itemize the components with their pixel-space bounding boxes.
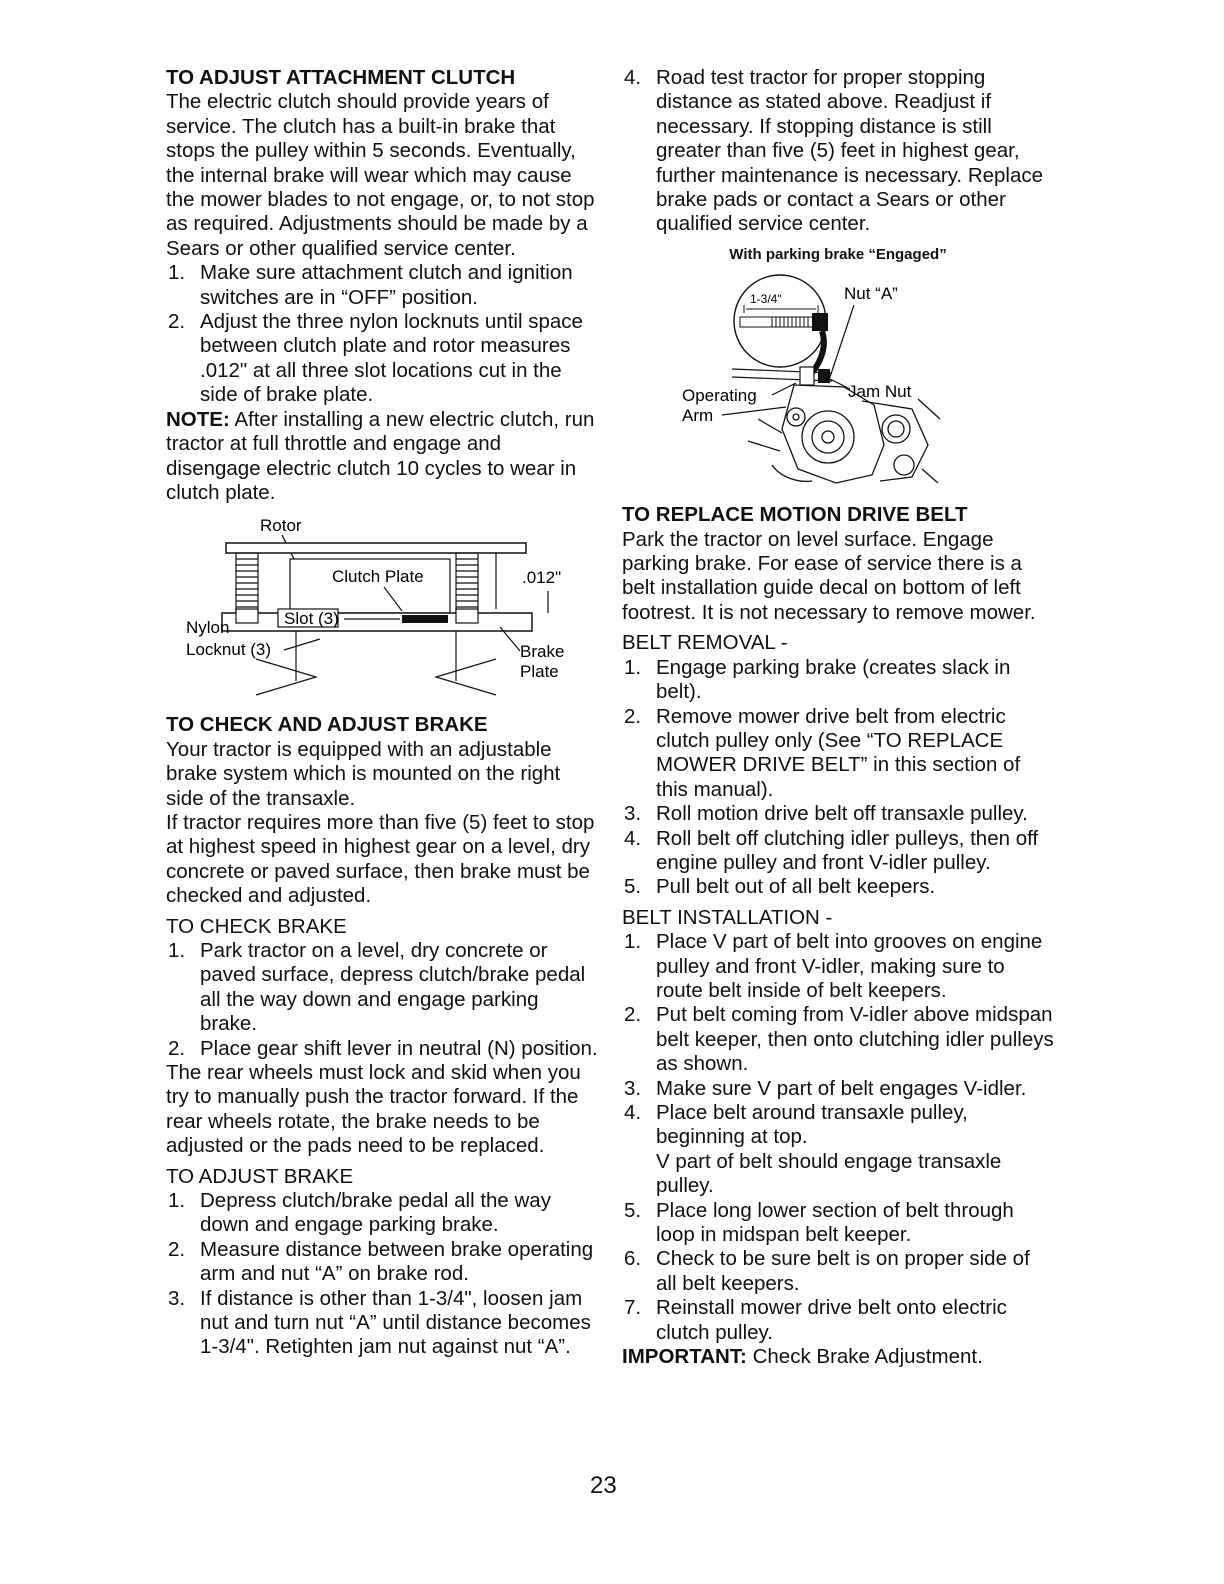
list-item xyxy=(622,875,1054,899)
label-rotor: Rotor xyxy=(260,516,302,536)
left-column xyxy=(166,66,598,1360)
attachment-clutch-intro: The electric clutch should provide years of service. The clutch has a built-in brake that stops the pulley within 5 seconds. Eventually, the internal brake will wear which may cause the mower blades to not engage, or, to not stop as required. Adjustments should be made by a Sears or other qualified service center. xyxy=(166,90,595,260)
list-item xyxy=(166,1287,598,1360)
label-jam-nut: Jam Nut xyxy=(848,382,912,402)
brake-intro-2: If tractor requires more than five (5) feet to stop at highest speed in highest gear on a level, dry concrete or paved surface, then brake must be checked and adjusted. xyxy=(166,810,595,908)
step-number: 2. xyxy=(168,310,186,334)
step-number: 3. xyxy=(168,1286,186,1310)
step-number: 5. xyxy=(624,1198,642,1222)
list-item xyxy=(166,1189,598,1238)
step-text: Measure distance between brake operating arm and nut “A” on brake rod. xyxy=(200,1237,594,1286)
step-text: Place belt around transaxle pulley, beginning at top. xyxy=(656,1101,968,1149)
list-item xyxy=(622,802,1054,826)
list-item xyxy=(622,1101,1054,1199)
brake-figure-caption: With parking brake “Engaged” xyxy=(729,245,947,263)
list-item xyxy=(166,1238,598,1287)
rear-wheels-text: The rear wheels must lock and skid when you try to manually push the tractor forward. If the rear wheels rotate, the brake needs to be adjusted or the pads need to be replaced. xyxy=(166,1061,581,1158)
step-number: 4. xyxy=(624,1101,642,1124)
list-item xyxy=(622,1296,1054,1345)
step-text: If distance is other than 1-3/4", loosen jam nut and turn nut “A” until distance becomes 1-3/4". Retighten jam nut against nut “A”. xyxy=(200,1286,591,1359)
step-text: Remove mower drive belt from electric clutch pulley only (See “TO REPLACE MOWER DRIVE BELT” in this section of this manual). xyxy=(656,704,1021,801)
step-number: 2. xyxy=(168,1036,186,1060)
important-text: Check Brake Adjustment. xyxy=(752,1345,983,1369)
step-number: 7. xyxy=(624,1296,642,1320)
step-text: Place long lower section of belt through loop in midspan belt keeper. xyxy=(656,1198,1014,1247)
note-text: After installing a new electric clutch, run tractor at full throttle and engage and disengage electric clutch 10 cycles to wear in clutch plate. xyxy=(166,407,595,504)
brake-heading: TO CHECK AND ADJUST BRAKE xyxy=(166,713,488,737)
clutch-note xyxy=(166,408,598,506)
step-number: 4. xyxy=(624,66,642,89)
label-locknut: Locknut (3) xyxy=(186,640,272,660)
step-number: 1. xyxy=(168,1189,186,1213)
list-item xyxy=(622,1247,1054,1296)
spring-left xyxy=(236,553,258,613)
step-text: Put belt coming from V-idler above midspan belt keeper, then onto clutching idler pulleys as shown. xyxy=(656,1003,1054,1076)
step-text: Check to be sure belt is on proper side of all belt keepers. xyxy=(656,1247,1030,1295)
step-extra-text: V part of belt should engage transaxle pulley. xyxy=(656,1149,1002,1198)
label-brake: Brake xyxy=(520,642,565,662)
step-number: 2. xyxy=(168,1237,186,1261)
label-dimension: 1-3/4" xyxy=(750,292,782,307)
attachment-clutch-heading: TO ADJUST ATTACHMENT CLUTCH xyxy=(166,66,516,89)
step-text: Roll belt off clutching idler pulleys, then off engine pulley and front V-idler pulley. xyxy=(656,826,1039,874)
step-text: Make sure attachment clutch and ignition switches are in “OFF” position. xyxy=(200,261,573,309)
step-text: Place gear shift lever in neutral (N) position. xyxy=(200,1036,598,1060)
step-text: Roll motion drive belt off transaxle pulley. xyxy=(656,802,1028,826)
step-text: Engage parking brake (creates slack in belt). xyxy=(656,655,1011,704)
label-nylon: Nylon xyxy=(186,618,230,638)
step-number: 3. xyxy=(624,802,642,826)
clutch-diagram xyxy=(166,509,598,699)
step-number: 2. xyxy=(624,1003,642,1027)
step-text: Depress clutch/brake pedal all the way down and engage parking brake. xyxy=(200,1189,551,1237)
label-operating: Operating xyxy=(682,386,757,406)
list-item xyxy=(166,1037,598,1061)
step-number: 4. xyxy=(624,826,642,850)
list-item xyxy=(622,930,1054,1003)
label-clutch-plate: Clutch Plate xyxy=(332,567,424,587)
list-item xyxy=(166,261,598,310)
list-item xyxy=(622,656,1054,705)
step-number: 2. xyxy=(624,704,642,728)
step-number: 1. xyxy=(624,655,642,679)
belt-installation-title: BELT INSTALLATION - xyxy=(622,905,833,929)
belt-removal-title: BELT REMOVAL - xyxy=(622,631,788,655)
list-item xyxy=(622,1003,1054,1076)
step-number: 5. xyxy=(624,875,642,899)
list-item xyxy=(166,939,598,1037)
step-text: Make sure V part of belt engages V-idler. xyxy=(656,1076,1027,1100)
step-number: 3. xyxy=(624,1076,642,1100)
page-number: 23 xyxy=(590,1472,617,1499)
step-text: Park tractor on a level, dry concrete or paved surface, depress clutch/brake pedal all the way down and engage parking brake. xyxy=(200,938,586,1036)
label-nut-a: Nut “A” xyxy=(844,284,898,304)
motion-belt-intro: Park the tractor on level surface. Engage parking brake. For ease of service there is a belt installation guide decal on bottom of left footrest. It is not necessary to remove mower. xyxy=(622,527,1036,624)
right-column xyxy=(622,66,1054,1369)
motion-belt-heading: TO REPLACE MOTION DRIVE BELT xyxy=(622,503,968,527)
list-item xyxy=(622,705,1054,803)
important-note xyxy=(622,1345,1054,1369)
check-brake-title: TO CHECK BRAKE xyxy=(166,914,347,938)
brake-intro: Your tractor is equipped with an adjustable brake system which is mounted on the right side of the transaxle. xyxy=(166,737,561,810)
brake-linkage-diagram xyxy=(622,269,1054,497)
step-text: Place V part of belt into grooves on engine pulley and front V-idler, making sure to route belt inside of belt keepers. xyxy=(656,930,1043,1002)
adjust-brake-title: TO ADJUST BRAKE xyxy=(166,1164,354,1188)
step-text: Adjust the three nylon locknuts until space between clutch plate and rotor measures .012" at all three slot locations cut in the side of brake plate. xyxy=(200,310,583,407)
step-text: Pull belt out of all belt keepers. xyxy=(656,875,936,899)
list-item xyxy=(622,1077,1054,1101)
label-arm: Arm xyxy=(682,406,714,426)
label-plate: Plate xyxy=(520,662,559,682)
list-item xyxy=(622,66,1054,237)
step-number: 6. xyxy=(624,1247,642,1271)
label-slot: Slot (3) xyxy=(284,609,339,629)
list-item xyxy=(166,310,598,408)
list-item xyxy=(622,827,1054,876)
step-number: 1. xyxy=(168,938,186,962)
step-number: 1. xyxy=(168,261,186,285)
label-gap: .012" xyxy=(522,568,562,588)
note-label: NOTE: xyxy=(166,407,230,431)
step-text: Road test tractor for proper stopping distance as stated above. Readjust if necessary. If stopping distance is still greater than five (5) feet in highest gear, further maintenance is necessary. Replace brake pads or contact a Sears or other qualified service center. xyxy=(656,66,1044,236)
step-text: Reinstall mower drive belt onto electric clutch pulley. xyxy=(656,1296,1007,1344)
step-number: 1. xyxy=(624,930,642,954)
list-item xyxy=(622,1199,1054,1248)
important-label: IMPORTANT: xyxy=(622,1345,747,1369)
spring-right xyxy=(456,553,478,613)
